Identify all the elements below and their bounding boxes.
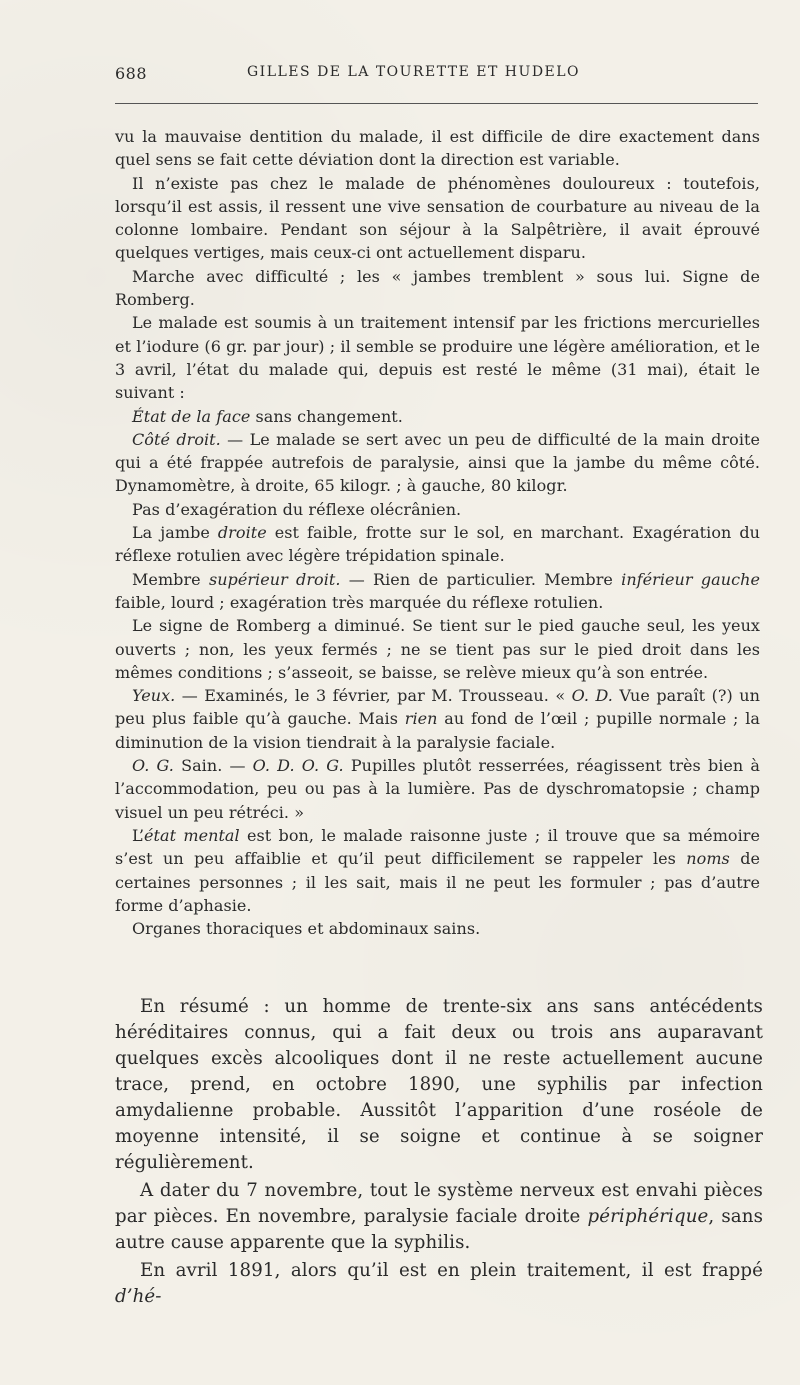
paragraph-10: Le signe de Romberg a diminué. Se tient sur le pied gauche seul, les yeux ouverts ; non, les yeux fermés ; ne se tient pas sur le pied droit dans les mêmes conditions ; s’asseoit, se baisse, se relève mieux qu’à son entrée. — [115, 616, 760, 682]
paragraph-8: La jambe droite est faible, frotte sur le sol, en marchant. Exagération du réflexe rotulien avec légère trépidation spinale. — [115, 523, 760, 566]
paragraph-11: Yeux. — Examinés, le 3 février, par M. Trousseau. « O. D. Vue paraît (?) un peu plus faible qu’à gauche. Mais rien au fond de l’œil ; pupille normale ; la diminution de la vision tiendrait à la paralysie faciale. — [115, 686, 761, 752]
case-notes-section — [115, 125, 760, 940]
paragraph-3: Marche avec difficulté ; les « jambes tremblent » sous lui. Signe de Romberg. — [115, 266, 760, 310]
paragraph-5: État de la face sans changement. — [132, 406, 403, 426]
summary-section — [115, 994, 763, 1310]
paragraph-14: Organes thoraciques et abdominaux sains. — [132, 919, 481, 939]
paragraph-6: Côté droit. — Le malade se sert avec un peu de difficulté de la main droite qui a été frappée autrefois de paralysie, ainsi que la jambe du même côté. Dynamomètre, à droite, 65 kilogr. ; à gauche, 80 kilogr. — [115, 429, 760, 496]
paragraph-13: L’état mental est bon, le malade raisonne juste ; il trouve que sa mémoire s’est un peu affaiblie et qu’il peut difficilement se rappeler les noms de certaines personnes ; il les sait, mais il ne peut les formuler ; pas d’autre forme d’aphasie. — [115, 825, 761, 915]
paragraph-1: vu la mauvaise dentition du malade, il est difficile de dire exactement dans quel sens se fait cette déviation dont la direction est variable. — [115, 127, 760, 170]
running-head: GILLES DE LA TOURETTE ET HUDELO — [247, 64, 581, 80]
paragraph-12: O. G. Sain. — O. D. O. G. Pupilles plutôt resserrées, réagissent très bien à l’accommodation, peu ou pas à la lumière. Pas de dyschromatopsie ; champ visuel un peu rétréci. » — [115, 756, 761, 822]
paragraph-4: Le malade est soumis à un traitement intensif par les frictions mercurielles et l’iodure (6 gr. par jour) ; il semble se produire une légère amélioration, et le 3 avril, l’état du malade qui, depuis est resté le même (31 mai), était le suivant : — [115, 313, 760, 403]
summary-paragraph-3: En avril 1891, alors qu’il est en plein traitement, il est frappé d’hé- — [115, 1260, 763, 1307]
page-number: 688 — [115, 64, 148, 83]
paragraph-7: Pas d’exagération du réflexe olécrânien. — [132, 499, 462, 519]
summary-paragraph-2: A dater du 7 novembre, tout le système nerveux est envahi pièces par pièces. En novembre, paralysie faciale droite périphérique, sans autre cause apparente que la syphilis. — [115, 1180, 763, 1253]
page-header — [115, 64, 758, 88]
paragraph-9: Membre supérieur droit. — Rien de particulier. Membre inférieur gauche faible, lourd ; exagération très marquée du réflexe rotulien. — [115, 569, 760, 612]
header-rule — [115, 103, 758, 104]
summary-paragraph-1: En résumé : un homme de trente-six ans sans antécédents héréditaires connus, qui a fait deux ou trois ans auparavant quelques excès alcooliques dont il ne reste actuellement aucune trace, prend, en octobre 1890, une syphilis par infection amydalienne probable. Aussitôt l’apparition d’une roséole de moyenne intensité, il se soigne et continue à se soigner régulièrement. — [115, 996, 763, 1173]
paragraph-2: Il n’existe pas chez le malade de phénomènes douloureux : toutefois, lorsqu’il est assis, il ressent une vive sensation de courbature au niveau de la colonne lombaire. Pendant son séjour à la Salpêtrière, il avait éprouvé quelques vertiges, mais ceux-ci ont actuellement disparu. — [115, 173, 760, 263]
